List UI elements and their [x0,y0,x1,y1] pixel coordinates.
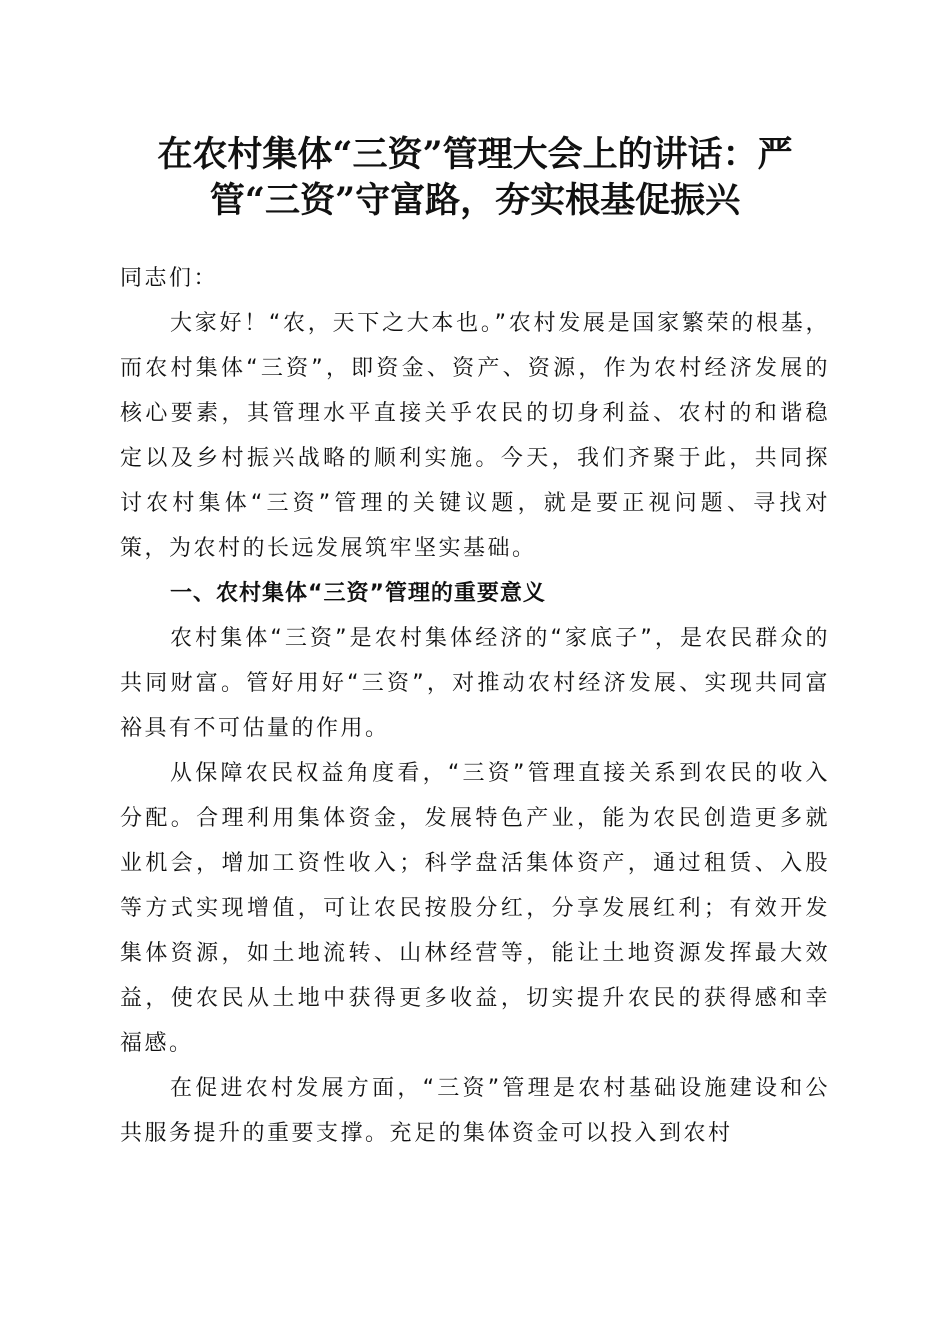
page-title [100,132,850,224]
paragraph: 从保障农民权益角度看，“三资”管理直接关系到农民的收入分配。合理利用集体资金，发展特色产业，能为农民创造更多就业机会，增加工资性收入；科学盘活集体资产，通过租赁、入股等方式实现增值，可让农民按股分红，分享发展红利；有效开发集体资源，如土地流转、山林经营等，能让土地资源发挥最大效益，使农民从土地中获得更多收益，切实提升农民的获得感和幸福感。 [120,761,830,1056]
paragraph-intro: 大家好！“农，天下之大本也。”农村发展是国家繁荣的根基，而农村集体“三资”，即资金、资产、资源，作为农村经济发展的核心要素，其管理水平直接关乎农民的切身利益、农村的和谐稳定以及乡村振兴战略的顺利实施。今天，我们齐聚于此，共同探讨农村集体“三资”管理的关键议题，就是要正视问题、寻找对策，为农村的长远发展筑牢坚实基础。 [120,311,830,561]
title-line-2: 管“三资”守富路，夯实根基促振兴 [209,180,741,221]
paragraph: 农村集体“三资”是农村集体经济的“家底子”，是农民群众的共同财富。管好用好“三资”，对推动农村经济发展、实现共同富裕具有不可估量的作用。 [120,626,830,741]
paragraph: 在促进农村发展方面，“三资”管理是农村基础设施建设和公共服务提升的重要支撑。充足的集体资金可以投入到农村 [120,1076,830,1146]
section-heading: 一、农村集体“三资”管理的重要意义 [170,581,546,606]
salutation: 同志们： [120,266,219,291]
title-line-1: 在农村集体“三资”管理大会上的讲话：严 [157,134,793,175]
document-body [120,256,830,1156]
